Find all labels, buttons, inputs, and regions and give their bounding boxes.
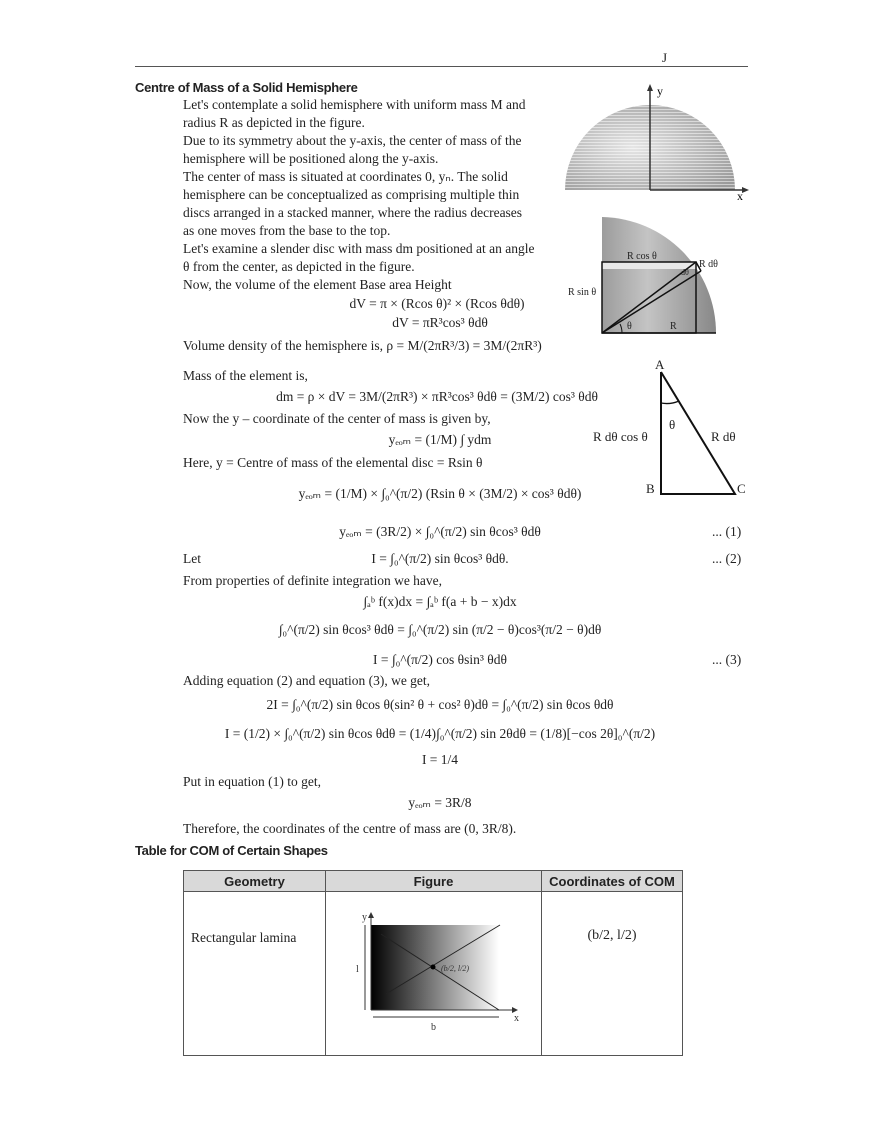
equation: dm = ρ × dV = 3M/(2πR³) × πR³cos³ θdθ = (3M/2) cos³ θdθ xyxy=(276,389,598,404)
axis-label: x xyxy=(514,1012,519,1024)
center-label: (b/2, l/2) xyxy=(441,963,469,973)
equation: I = (1/2) × ∫₀^(π/2) sin θcos θdθ = (1/4)∫₀^(π/2) sin 2θdθ = (1/8)[−cos 2θ]₀^(π/2) xyxy=(224,726,656,741)
side-label: R dθ cos θ xyxy=(593,429,648,444)
arrow-icon xyxy=(647,84,653,91)
paragraph-line: Mass of the element is, xyxy=(183,368,308,383)
equation: dV = πR³cos³ θdθ xyxy=(392,315,488,330)
com-table xyxy=(183,870,683,1056)
equation: yₑₒₘ = (1/M) ∫ ydm xyxy=(388,432,492,447)
paragraph-line: Let's contemplate a solid hemisphere with uniform mass M and xyxy=(183,97,526,112)
paragraph-line: as one moves from the base to the top. xyxy=(183,223,391,238)
header-letter: J xyxy=(662,50,668,65)
equation: I = ∫₀^(π/2) sin θcos³ θdθ. xyxy=(371,551,509,566)
paragraph-line: The center of mass is situated at coordinates 0, yₙ. The solid xyxy=(183,169,508,184)
figure-cell xyxy=(326,892,542,1056)
vertex-label: B xyxy=(646,481,655,496)
triangle-figure xyxy=(585,355,760,500)
section-title: Centre of Mass of a Solid Hemisphere xyxy=(135,80,358,95)
coordinates-cell: (b/2, l/2) xyxy=(542,892,683,1056)
paragraph-line: From properties of definite integration we have, xyxy=(183,573,443,588)
equation: yₑₒₘ = (3R/2) × ∫₀^(π/2) sin θcos³ θdθ xyxy=(339,524,541,539)
paragraph-line: radius R as depicted in the figure. xyxy=(183,115,365,130)
equation: 2I = ∫₀^(π/2) sin θcos θ(sin² θ + cos² θ)dθ = ∫₀^(π/2) sin θcos θdθ xyxy=(266,697,614,712)
equation: I = 1/4 xyxy=(421,752,459,767)
equation: ∫₀^(π/2) sin θcos³ θdθ = ∫₀^(π/2) sin (π/2 − θ)cos³(π/2 − θ)dθ xyxy=(278,622,602,637)
label: θ xyxy=(627,321,632,332)
paragraph-line: Due to its symmetry about the y-axis, the center of mass of the xyxy=(183,133,522,148)
equation: I = ∫₀^(π/2) cos θsin³ θdθ xyxy=(373,652,507,667)
dimension-label: l xyxy=(356,963,359,975)
paragraph-line: θ from the center, as depicted in the figure. xyxy=(183,259,415,274)
arrow-icon xyxy=(742,187,749,193)
axis-label: y xyxy=(657,84,663,98)
equation: ∫ₐᵇ f(x)dx = ∫ₐᵇ f(a + b − x)dx xyxy=(363,594,517,609)
paragraph-line: hemisphere can be conceptualized as comprising multiple thin xyxy=(183,187,520,202)
rectangular-lamina-figure xyxy=(327,910,540,1034)
equation: yₑₒₘ = (1/M) × ∫₀^(π/2) (Rsin θ × (3M/2) × cos³ θdθ) xyxy=(298,486,582,501)
paragraph-line: discs arranged in a stacked manner, where the radius decreases xyxy=(183,205,523,220)
paragraph-line: Put in equation (1) to get, xyxy=(183,774,321,789)
paragraph-line: Therefore, the coordinates of the centre of mass are (0, 3R/8). xyxy=(183,821,517,836)
angle-label: θ xyxy=(669,417,676,432)
table-header-row xyxy=(184,871,683,892)
label: R sin θ xyxy=(568,287,597,298)
column-header: Geometry xyxy=(184,871,326,892)
column-header: Coordinates of COM xyxy=(542,871,683,892)
quadrant-figure xyxy=(560,205,760,340)
axis-label: y xyxy=(362,911,367,923)
table-title: Table for COM of Certain Shapes xyxy=(135,843,328,858)
equation-number: ... (1) xyxy=(712,524,742,539)
equation: yₑₒₘ = 3R/8 xyxy=(408,795,472,810)
label: R cos θ xyxy=(627,251,657,262)
paragraph-line: Now, the volume of the element Base area Height xyxy=(183,277,452,292)
paragraph-line: Let's examine a slender disc with mass dm positioned at an angle xyxy=(183,241,535,256)
dimension-label: b xyxy=(431,1021,436,1033)
paragraph-line: Adding equation (2) and equation (3), we get, xyxy=(183,673,431,688)
header-rule xyxy=(135,66,748,67)
equation-number: ... (2) xyxy=(712,551,742,566)
paragraph-line: hemisphere will be positioned along the y-axis. xyxy=(183,151,439,166)
geometry-cell: Rectangular lamina xyxy=(184,892,326,1056)
side-label: R dθ xyxy=(711,429,736,444)
table-row xyxy=(184,892,683,1056)
label: dθ xyxy=(681,268,689,277)
paragraph-line: Now the y – coordinate of the center of mass is given by, xyxy=(183,411,491,426)
equation: Volume density of the hemisphere is, ρ = M/(2πR³/3) = 3M/(2πR³) xyxy=(183,338,542,353)
quadrant-shape xyxy=(602,217,716,333)
axis-label: x xyxy=(737,189,743,202)
column-header: Figure xyxy=(326,871,542,892)
label: R dθ xyxy=(699,259,718,270)
vertex-label: A xyxy=(655,357,665,372)
vertex-label: C xyxy=(737,481,746,496)
equation: dV = π × (Rcos θ)² × (Rcos θdθ) xyxy=(349,296,525,311)
paragraph-line: Let xyxy=(183,551,201,566)
paragraph-line: Here, y = Centre of mass of the elemental disc = Rsin θ xyxy=(183,455,483,470)
equation-number: ... (3) xyxy=(712,652,742,667)
hemisphere-figure xyxy=(562,82,760,202)
label: R xyxy=(670,321,677,332)
